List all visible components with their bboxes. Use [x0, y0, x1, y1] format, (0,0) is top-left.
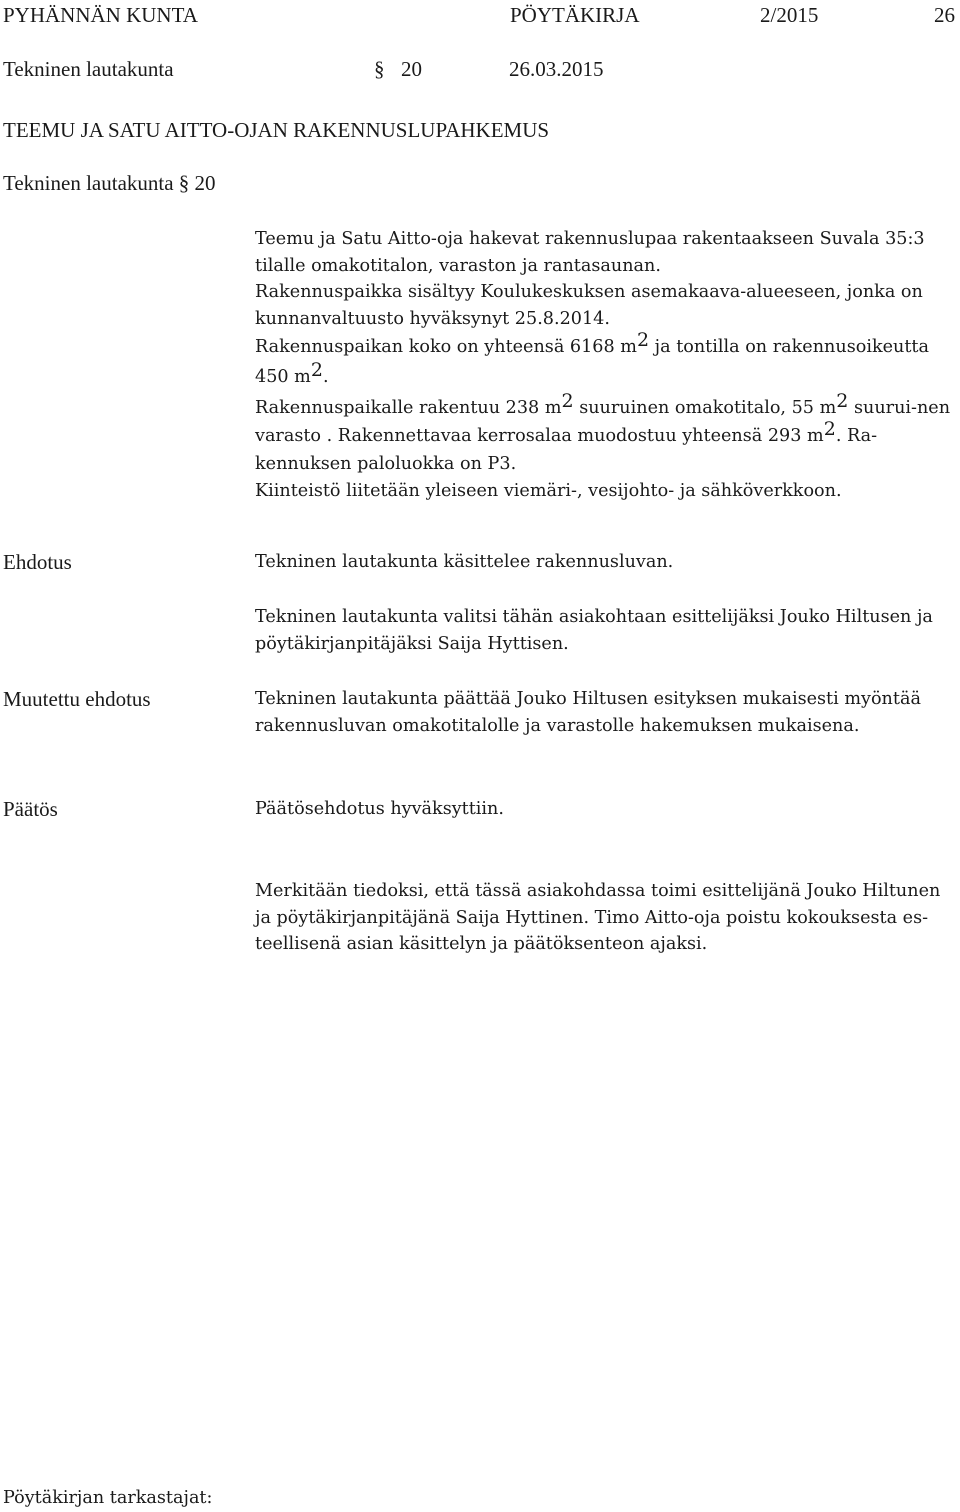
page-number: 26	[934, 3, 955, 27]
superscript: 2	[823, 418, 836, 440]
committee-name: Tekninen lautakunta	[3, 57, 174, 81]
section-symbol: §	[374, 57, 385, 81]
intro-paragraph-5: Kiinteistö liitetään yleiseen viemäri-, vesijohto- ja sähköverkkoon.	[255, 481, 842, 501]
superscript: 2	[561, 390, 574, 412]
intro-paragraph-3: Rakennuspaikan koko on yhteensä 6168 $m^2$ ja tontilla on rakennusoikeutta 450 $m^2$.	[255, 329, 929, 387]
document-number: 2/2015	[760, 3, 819, 27]
meeting-date: 26.03.2015	[509, 57, 604, 81]
section-subtitle: Tekninen lautakunta § 20	[3, 171, 216, 195]
superscript: 2	[836, 390, 849, 412]
document-title: TEEMU JA SATU AITTO-OJAN RAKENNUSLUPAHKEMUS	[3, 118, 550, 142]
modified-proposal-label: Muutettu ehdotus	[3, 687, 151, 711]
modified-proposal-text: Tekninen lautakunta päättää Jouko Hiltusen esityksen mukaisesti myöntää rakennusluvan omakotitalolle ja varastolle hakemuksen mukaisena.	[255, 689, 921, 736]
decision-label: Päätös	[3, 797, 58, 821]
intro-paragraph-1: Teemu ja Satu Aitto-oja hakevat rakennuslupaa rakentaakseen Suvala 35:3 tilalle omakotitalon, varaston ja rantasaunan.	[255, 229, 925, 276]
intro-paragraph-4: Rakennuspaikalle rakentuu 238 $m^2$ suuruinen omakotitalo, 55 $m^2$ suurui-nen varasto . Rakennettavaa kerrosalaa muodostuu yhteensä 293 $m^2$. Ra-kennuksen paloluokka on P3.	[255, 390, 951, 474]
superscript: 2	[636, 329, 650, 351]
note-text: Merkitään tiedoksi, että tässä asiakohdassa toimi esittelijänä Jouko Hiltunen ja pöytäkirjanpitäjänä Saija Hyttinen. Timo Aitto-oja poistu kokouksesta es-teellisenä asian käsittelyn ja päätöksenteon ajaksi.	[255, 881, 941, 954]
document-type: PÖYTÄKIRJA	[510, 3, 640, 27]
superscript: 2	[310, 359, 323, 381]
proposal-label: Ehdotus	[3, 550, 72, 574]
intro-section	[255, 226, 955, 505]
section-number: 20	[401, 57, 422, 81]
proposal-text: Tekninen lautakunta käsittelee rakennusluvan.	[255, 552, 674, 572]
selection-text: Tekninen lautakunta valitsi tähän asiakohtaan esittelijäksi Jouko Hiltusen ja pöytäkirjanpitäjäksi Saija Hyttisen.	[255, 607, 933, 654]
municipality-name: PYHÄNNÄN KUNTA	[3, 3, 198, 27]
reviewers-label: Pöytäkirjan tarkastajat:	[3, 1488, 213, 1508]
decision-text: Päätösehdotus hyväksyttiin.	[255, 799, 504, 819]
intro-paragraph-2: Rakennuspaikka sisältyy Koulukeskuksen asemakaava-alueeseen, jonka on kunnanvaltuusto hyväksynyt 25.8.2014.	[255, 282, 923, 329]
